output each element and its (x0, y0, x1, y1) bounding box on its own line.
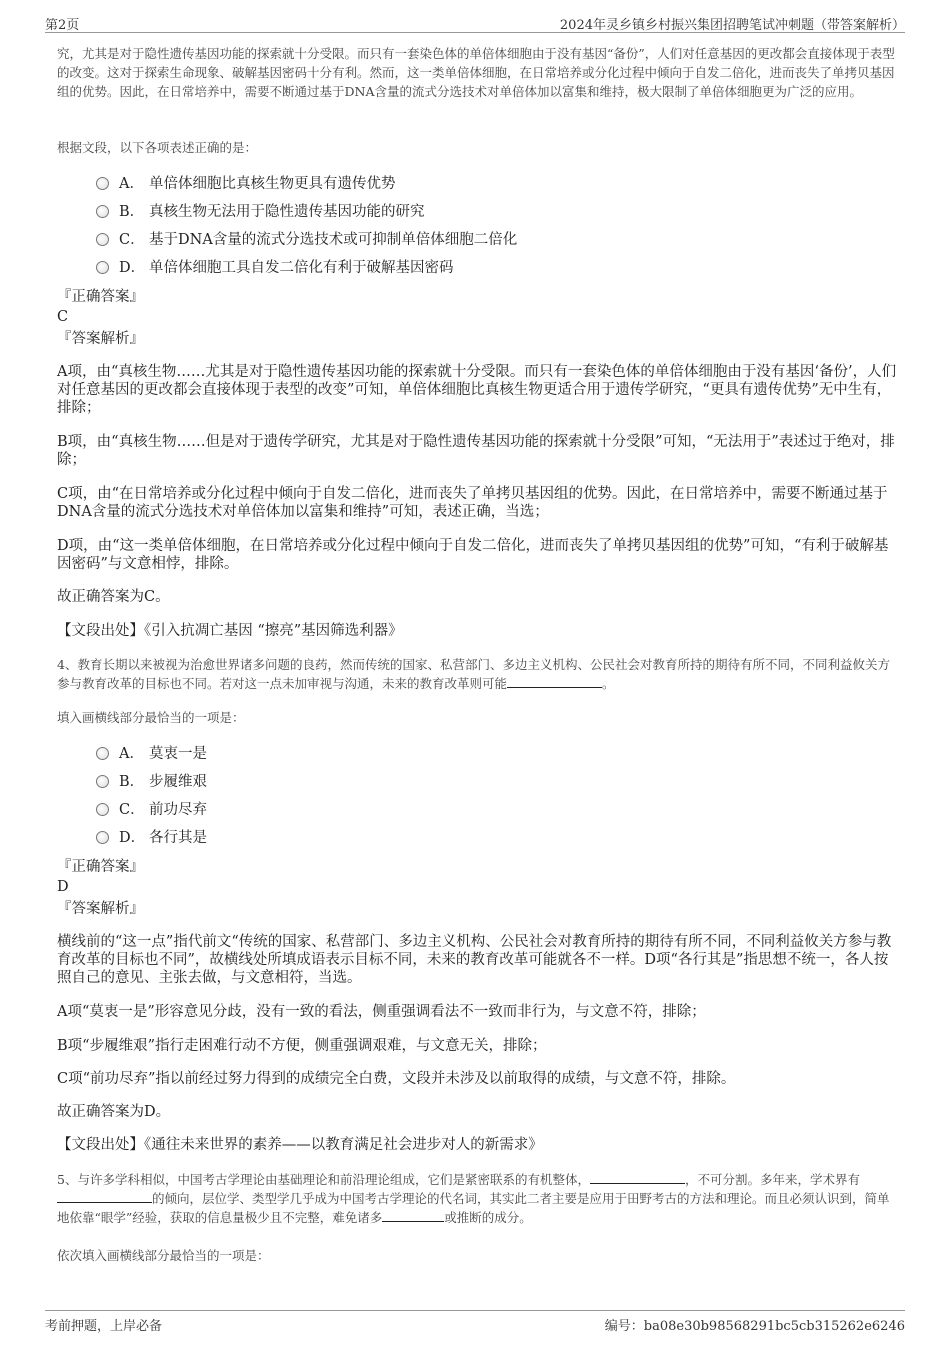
q4-analysis-b: B项“步履维艰”指行走困难行动不方便，侧重强调艰难，与文意无关，排除； (57, 1038, 547, 1054)
q4-source: 【文段出处】《通往未来世界的素养——以教育满足社会进步对人的新需求》 (57, 1137, 543, 1153)
page-footer (45, 1310, 905, 1337)
q3-prompt: 根据文段，以下各项表述正确的是： (57, 140, 258, 155)
radio-icon[interactable] (96, 177, 109, 190)
q3-analysis-d: D项，由“这一类单倍体细胞，在日常培养或分化过程中倾向于自发二倍化，进而丧失了单拷贝基因组的优势”可知，“有利于破解基因密码”与文意相悖，排除。 (57, 538, 889, 572)
page-number: 第2页 (45, 18, 80, 33)
q4-analysis-a: A项“莫衷一是”形容意见分歧，没有一致的看法，侧重强调看法不一致而非行为，与文意不符，排除； (57, 1004, 706, 1020)
fill-blank[interactable] (57, 1190, 152, 1203)
q3-source: 【文段出处】《引入抗凋亡基因 “擦亮”基因筛选利器》 (57, 623, 403, 639)
q4-option-c[interactable]: C． 前功尽弃 (96, 800, 207, 820)
q3-answer: C (57, 309, 69, 325)
q3-answer-label: 『正确答案』 (57, 289, 144, 305)
q3-option-a[interactable]: A． 单倍体细胞比真核生物更具有遗传优势 (96, 174, 396, 194)
q4-prompt: 填入画横线部分最恰当的一项是： (57, 710, 245, 725)
q5-stem: 5、与许多学科相似，中国考古学理论由基础理论和前沿理论组成，它们是紧密联系的有机整体， ，不可分割。多年来，学术界有的倾向，层位学、类型学几乎成为中国考古学理论的代名词，其实此二者主要是应用于田野考古的方法和理论。而且必须认识到，简单地依靠“眼学”经验，获取的信息量极少且不完整，难免诸多 或推断的成分。 (57, 1172, 890, 1225)
q3-analysis-a: A项，由“真核生物……尤其是对于隐性遗传基因功能的探索就十分受限。而只有一套染色体的单倍体细胞由于没有基因‘备份’，人们对任意基因的更改都会直接体现于表型的改变”可知，单倍体细胞比真核生物更适合用于遗传学研究，“更具有遗传优势”无中生有，排除； (57, 364, 897, 416)
footer-serial: 编号：ba08e30b98568291bc5cb315262e6246 (604, 1319, 905, 1334)
radio-icon[interactable] (96, 831, 109, 844)
q4-stem: 4、教育长期以来被视为治愈世界诸多问题的良药，然而传统的国家、私营部门、多边主义机构、公民社会对教育所持的期待有所不同，不同利益攸关方参与教育改革的目标也不同。若对这一点未加审视与沟通，未来的教育改革则可能 。 (57, 657, 890, 691)
q3-analysis-label: 『答案解析』 (57, 331, 144, 347)
q3-option-b[interactable]: B． 真核生物无法用于隐性遗传基因功能的研究 (96, 202, 425, 222)
footer-slogan: 考前押题，上岸必备 (45, 1319, 163, 1334)
fill-blank[interactable] (382, 1209, 444, 1222)
q4-option-a[interactable]: A． 莫衷一是 (96, 744, 207, 764)
q4-analysis-label: 『答案解析』 (57, 901, 144, 917)
q3-option-d[interactable]: D． 单倍体细胞工具自发二倍化有利于破解基因密码 (96, 258, 454, 278)
radio-icon[interactable] (96, 775, 109, 788)
q4-analysis-main: 横线前的“这一点”指代前文“传统的国家、私营部门、多边主义机构、公民社会对教育所持的期待有所不同，不同利益攸关方参与教育改革的目标也不同”，故横线处所填成语表示目标不同，未来的教育改革可能就各不一样。D项“各行其是”指思想不统一，各人按照自己的意见、主张去做，与文意相符，当选。 (57, 934, 892, 986)
q3-analysis-b: B项，由“真核生物……但是对于遗传学研究，尤其是对于隐性遗传基因功能的探索就十分受限”可知，“无法用于”表述过于绝对，排除； (57, 434, 895, 468)
radio-icon[interactable] (96, 205, 109, 218)
q3-passage: 究，尤其是对于隐性遗传基因功能的探索就十分受限。而只有一套染色体的单倍体细胞由于没有基因“备份”，人们对任意基因的更改都会直接体现于表型的改变。这对于探索生命现象、破解基因密码十分有利。然而，这一类单倍体细胞，在日常培养或分化过程中倾向于自发二倍化，进而丧失了单拷贝基因组的优势。因此，在日常培养中，需要不断通过基于DNA含量的流式分选技术对单倍体加以富集和维持，极大限制了单倍体细胞更为广泛的应用。 (57, 46, 895, 99)
radio-icon[interactable] (96, 261, 109, 274)
q4-analysis-c: C项“前功尽弃”指以前经过努力得到的成绩完全白费，文段并未涉及以前取得的成绩，与文意不符，排除。 (57, 1071, 736, 1087)
q4-conclusion: 故正确答案为D。 (57, 1104, 171, 1120)
q4-answer-label: 『正确答案』 (57, 859, 144, 875)
radio-icon[interactable] (96, 747, 109, 760)
fill-blank[interactable] (590, 1171, 685, 1184)
document-title: 2024年灵乡镇乡村振兴集团招聘笔试冲刺题（带答案解析） (559, 18, 905, 33)
q3-analysis-c: C项，由“在日常培养或分化过程中倾向于自发二倍化，进而丧失了单拷贝基因组的优势。因此，在日常培养中，需要不断通过基于DNA含量的流式分选技术对单倍体加以富集和维持”可知，表述正确，当选； (57, 486, 888, 520)
q4-option-b[interactable]: B． 步履维艰 (96, 772, 207, 792)
q4-option-d[interactable]: D． 各行其是 (96, 828, 207, 848)
fill-blank[interactable] (507, 675, 602, 688)
q5-prompt: 依次填入画横线部分最恰当的一项是： (57, 1248, 270, 1263)
q4-answer: D (57, 879, 69, 895)
q3-option-c[interactable]: C． 基于DNA含量的流式分选技术或可抑制单倍体细胞二倍化 (96, 230, 517, 250)
page-header (45, 14, 905, 33)
radio-icon[interactable] (96, 803, 109, 816)
radio-icon[interactable] (96, 233, 109, 246)
q3-conclusion: 故正确答案为C。 (57, 589, 170, 605)
